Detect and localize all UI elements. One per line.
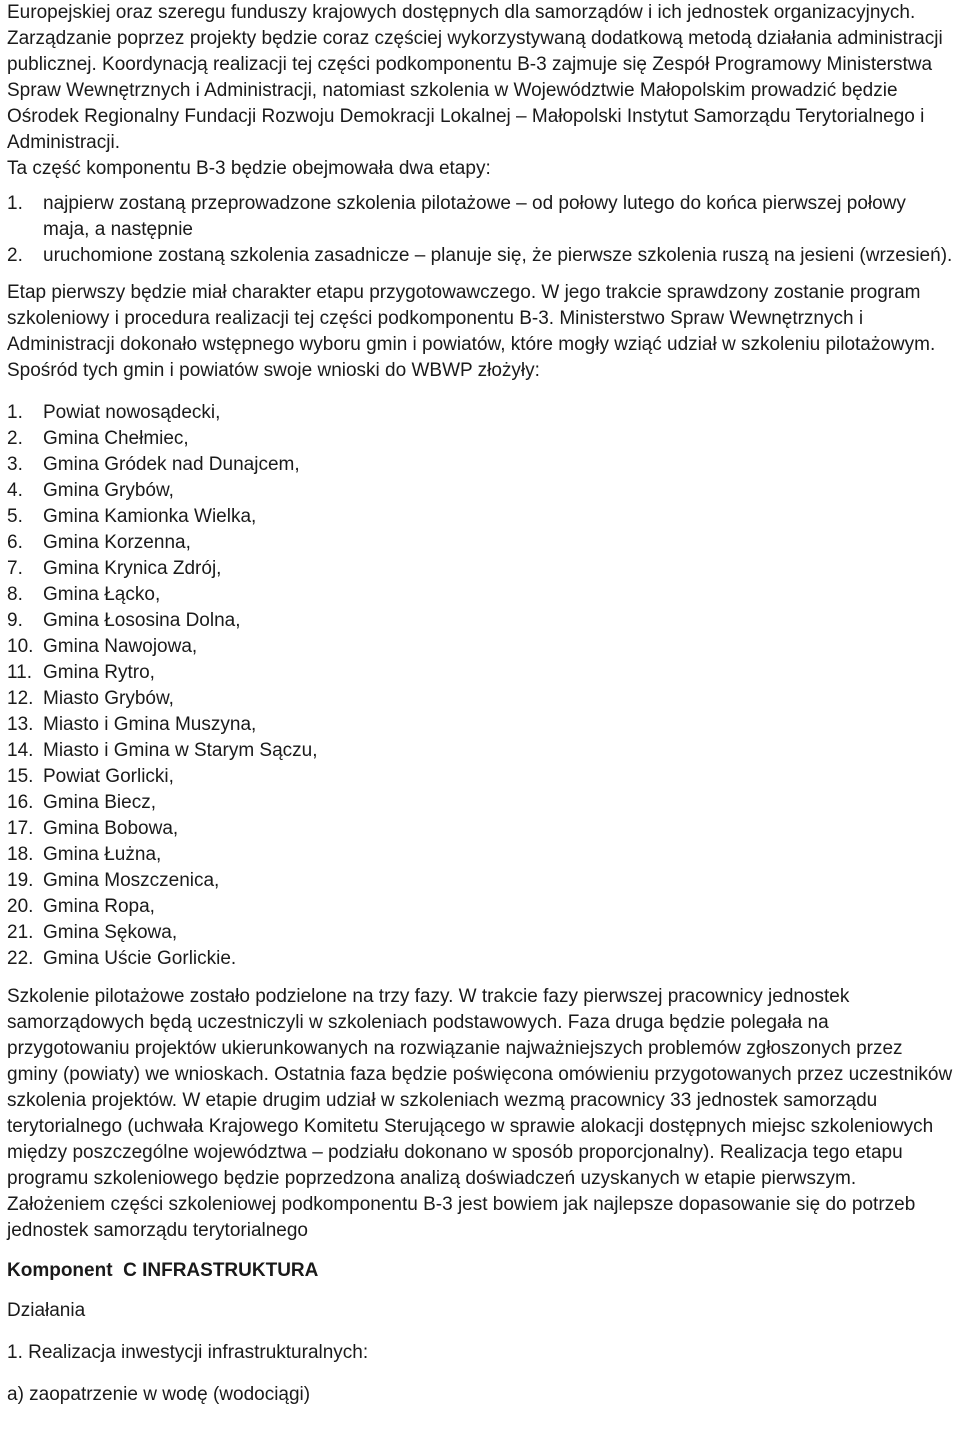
label-dzialania: Działania <box>7 1300 86 1321</box>
list-item <box>7 426 953 452</box>
list-text: Gmina Kamionka Wielka, <box>43 506 257 527</box>
list-text: Gmina Rytro, <box>43 662 155 683</box>
list-text: najpierw zostaną przeprowadzone szkolenia pilotażowe – od połowy lutego do końca pierwszej połowy maja, a następnie <box>43 193 906 240</box>
list-number: 11. <box>7 662 33 683</box>
list-number: 3. <box>7 454 23 475</box>
list-number: 16. <box>7 792 34 813</box>
item-realizacja: 1. Realizacja inwestycji infrastrukturalnych: <box>7 1342 369 1363</box>
list-text: Gmina Łącko, <box>43 584 161 605</box>
list-number: 19. <box>7 870 34 891</box>
list-number: 1. <box>7 402 23 423</box>
list-text: Gmina Krynica Zdrój, <box>43 558 222 579</box>
list-text: Gmina Bobowa, <box>43 818 179 839</box>
list-number: 18. <box>7 844 34 865</box>
list-number: 13. <box>7 714 34 735</box>
list-text: Gmina Biecz, <box>43 792 156 813</box>
list-number: 6. <box>7 532 23 553</box>
list-item <box>7 556 953 582</box>
list-item <box>7 712 953 738</box>
list-number: 8. <box>7 584 23 605</box>
list-text: Gmina Korzenna, <box>43 532 191 553</box>
list-item <box>7 634 953 660</box>
list-item <box>7 764 953 790</box>
list-text: Powiat nowosądecki, <box>43 402 221 423</box>
list-item <box>7 738 953 764</box>
stages-intro: Ta część komponentu B-3 będzie obejmowała dwa etapy: <box>7 158 491 179</box>
list-number: 2. <box>7 245 23 266</box>
list-number: 1. <box>7 193 23 214</box>
list-number: 7. <box>7 558 23 579</box>
list-text: Gmina Chełmiec, <box>43 428 189 449</box>
section-heading: Komponent C INFRASTRUKTURA <box>7 1260 319 1281</box>
list-item <box>7 478 953 504</box>
list-item <box>7 582 953 608</box>
list-item <box>7 504 953 530</box>
paragraph-etap: Etap pierwszy będzie miał charakter etapu przygotowawczego. W jego trakcie sprawdzony zostanie program szkoleniowy i procedura realizacji tej części podkomponentu B-3. Ministerstwo Spraw Wewnętrznych i Administracji dokonało wstępnego wyboru gmin i powiatów, które mogły wziąć udział w szkoleniu pilotażowym. <box>7 282 936 355</box>
list-item <box>7 946 953 972</box>
list-number: 2. <box>7 428 23 449</box>
gminy-list <box>7 400 953 972</box>
list-number: 4. <box>7 480 23 501</box>
list-text: Miasto Grybów, <box>43 688 174 709</box>
paragraph-szkolenie: Szkolenie pilotażowe zostało podzielone na trzy fazy. W trakcie fazy pierwszej pracownicy jednostek samorządowych będą uczestniczyli w szkoleniach podstawowych. Faza druga będzie polegała na przygotowaniu projektów ukierunkowanych na rozwiązanie najważniejszych problemów zgłoszonych przez gminy (powiaty) we wnioskach. Ostatnia faza będzie poświęcona omówieniu przygotowanych przez uczestników szkolenia projektów. W etapie drugim udział w szkoleniach wezmą pracownicy 33 jednostek samorządu terytorialnego (uchwała Krajowego Komitetu Sterującego w sprawie alokacji dostępnych miejsc szkoleniowych między poszczególne województwa – podziału dokonano w sposób proporcjonalny). Realizacja tego etapu programu szkoleniowego będzie poprzedzona analizą doświadczeń uzyskanych w etapie pierwszym. Założeniem części szkoleniowej podkomponentu B-3 jest bowiem jak najlepsze dopasowanie się do potrzeb jednostek samorządu terytorialnego <box>7 986 953 1241</box>
list-number: 14. <box>7 740 34 761</box>
list-number: 20. <box>7 896 34 917</box>
list-text: Gmina Łososina Dolna, <box>43 610 241 631</box>
list-item <box>7 608 953 634</box>
list-item <box>7 868 953 894</box>
list-number: 12. <box>7 688 34 709</box>
list-number: 17. <box>7 818 34 839</box>
list-item <box>7 816 953 842</box>
stages-list <box>7 191 953 269</box>
list-text: Gmina Uście Gorlickie. <box>43 948 237 969</box>
list-item <box>7 920 953 946</box>
list-item <box>7 452 953 478</box>
list-text: Gmina Gródek nad Dunajcem, <box>43 454 300 475</box>
paragraph-wnioski: Spośród tych gmin i powiatów swoje wnioski do WBWP złożyły: <box>7 360 540 381</box>
list-text: Gmina Ropa, <box>43 896 155 917</box>
list-item <box>7 686 953 712</box>
list-number: 5. <box>7 506 23 527</box>
list-text: Gmina Sękowa, <box>43 922 178 943</box>
item-zaopatrzenie: a) zaopatrzenie w wodę (wodociągi) <box>7 1384 311 1405</box>
list-item <box>7 530 953 556</box>
list-text: Miasto i Gmina w Starym Sączu, <box>43 740 318 761</box>
list-item <box>7 243 953 269</box>
list-text: Powiat Gorlicki, <box>43 766 174 787</box>
list-text: Gmina Moszczenica, <box>43 870 220 891</box>
list-number: 22. <box>7 948 34 969</box>
list-number: 9. <box>7 610 23 631</box>
list-item <box>7 400 953 426</box>
list-item <box>7 894 953 920</box>
list-number: 21. <box>7 922 34 943</box>
list-text: Gmina Grybów, <box>43 480 174 501</box>
paragraph-intro: Europejskiej oraz szeregu funduszy krajowych dostępnych dla samorządów i ich jednostek organizacyjnych. Zarządzanie poprzez projekty będzie coraz częściej wykorzystywaną dodatkową metodą działania administracji publicznej. Koordynacją realizacji tej części podkomponentu B-3 zajmuje się Zespół Programowy Ministerstwa Spraw Wewnętrznych i Administracji, natomiast szkolenia w Województwie Małopolskim prowadzić będzie Ośrodek Regionalny Fundacji Rozwoju Demokracji Lokalnej – Małopolski Instytut Samorządu Terytorialnego i Administracji. <box>7 2 943 153</box>
list-text: Gmina Łużna, <box>43 844 162 865</box>
list-text: uruchomione zostaną szkolenia zasadnicze – planuje się, że pierwsze szkolenia ruszą na jesieni (wrzesień). <box>43 245 953 266</box>
list-text: Miasto i Gmina Muszyna, <box>43 714 257 735</box>
list-number: 15. <box>7 766 34 787</box>
list-item <box>7 842 953 868</box>
list-text: Gmina Nawojowa, <box>43 636 198 657</box>
list-number: 10. <box>7 636 34 657</box>
list-item <box>7 660 953 686</box>
list-item <box>7 790 953 816</box>
list-item <box>7 191 953 243</box>
